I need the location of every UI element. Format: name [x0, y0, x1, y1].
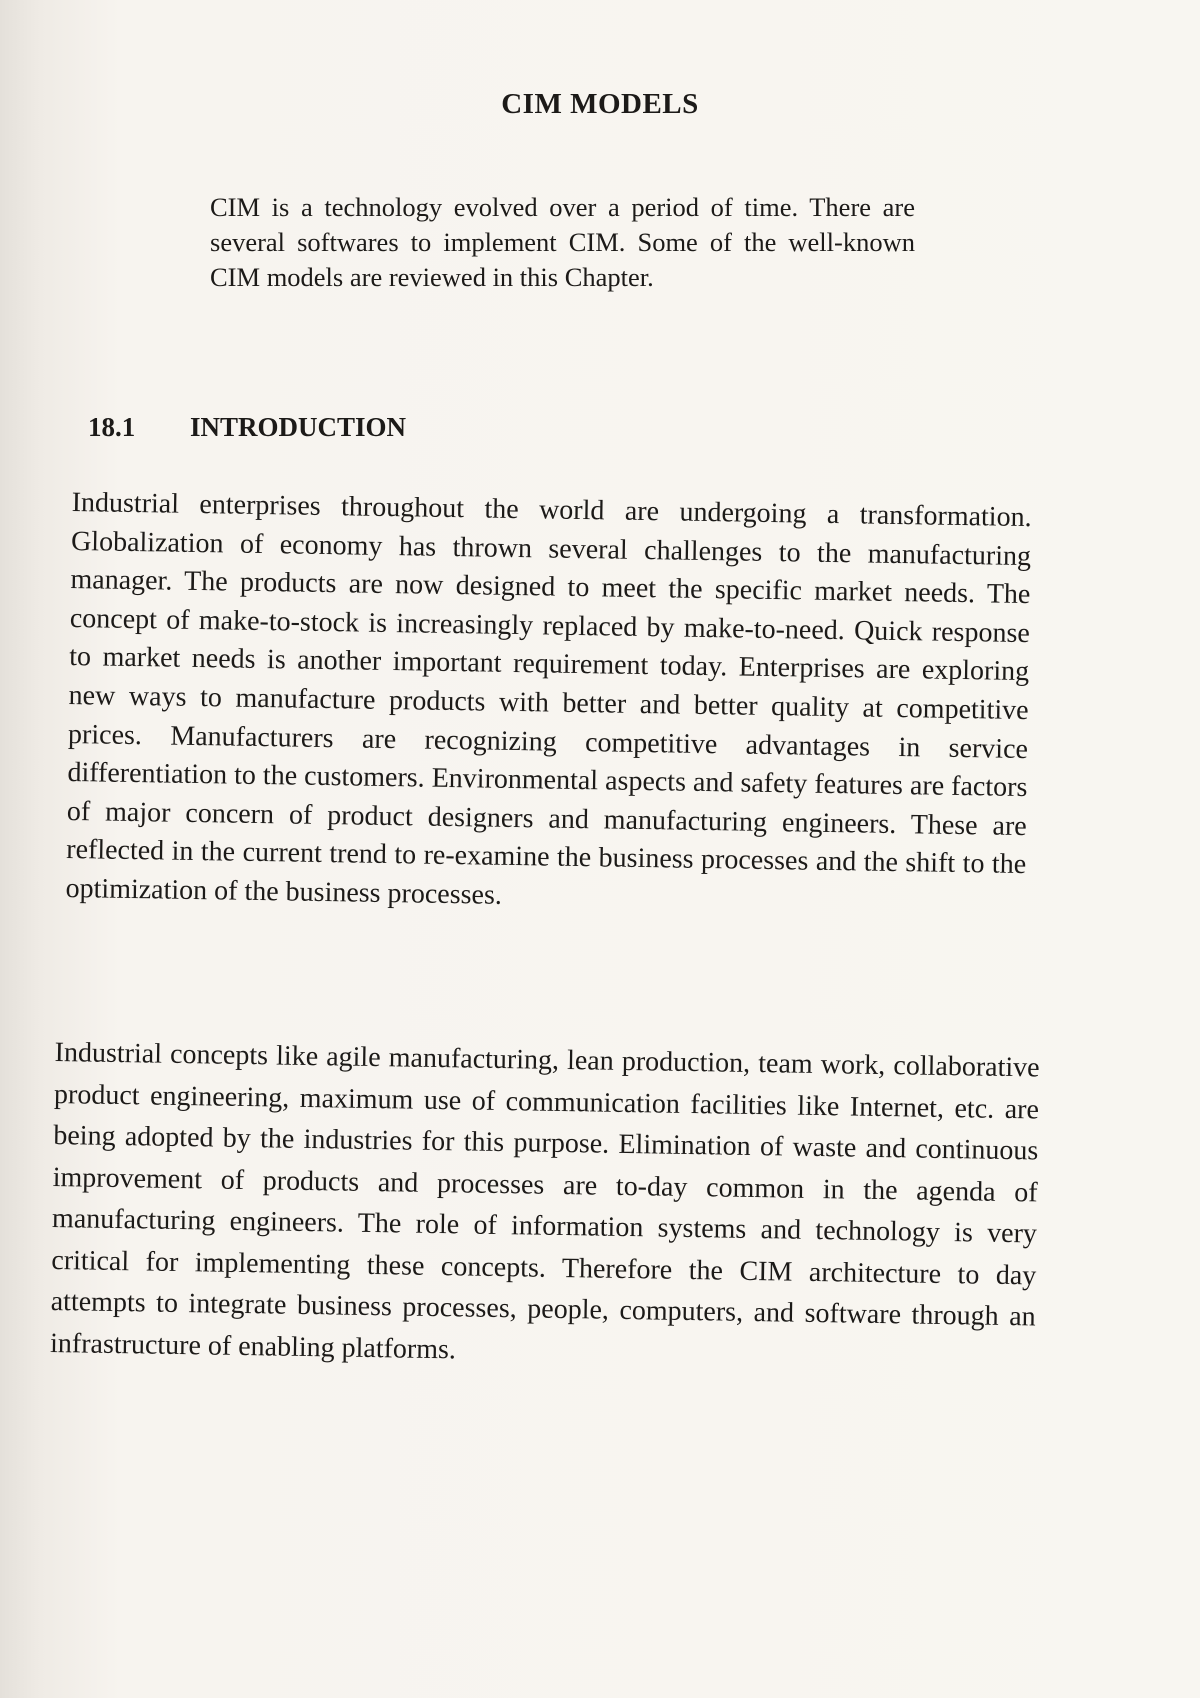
section-header: [88, 412, 406, 443]
body-paragraph-2: Industrial concepts like agile manufacturing, lean production, team work, collaborative product engineering, maximum use of communication facilities like Internet, etc. are being adopted by the industries for this purpose. Elimination of waste and continuous improvement of products and processes are to-day common in the agenda of manufacturing engineers. The role of information systems and technology is very critical for implementing these concepts. Therefore the CIM architecture to day attempts to integrate business processes, people, computers, and software through an infrastructure of enabling platforms.: [49, 1036, 1040, 1365]
chapter-title: CIM MODELS: [501, 88, 699, 120]
body-paragraph-1: Industrial enterprises throughout the world are undergoing a transformation. Globalization of economy has thrown several challenges to the manufacturing manager. The products are now designed to meet the specific market needs. The concept of make-to-stock is increasingly replaced by make-to-need. Quick response to market needs is another important requirement today. Enterprises are exploring new ways to manufacture products with better and better quality at competitive prices. Manufacturers are recognizing competitive advantages in service differentiation to the customers. Environmental aspects and safety features are factors of major concern of product designers and manufacturing engineers. These are reflected in the current trend to re-examine the business processes and the shift to the optimization of the business processes.: [65, 486, 1032, 911]
section-number: 18.1: [88, 412, 136, 442]
chapter-abstract: CIM is a technology evolved over a period of time. There are several softwares to implement CIM. Some of the well-known CIM models are reviewed in this Chapter.: [210, 192, 915, 292]
section-heading: INTRODUCTION: [190, 412, 407, 442]
